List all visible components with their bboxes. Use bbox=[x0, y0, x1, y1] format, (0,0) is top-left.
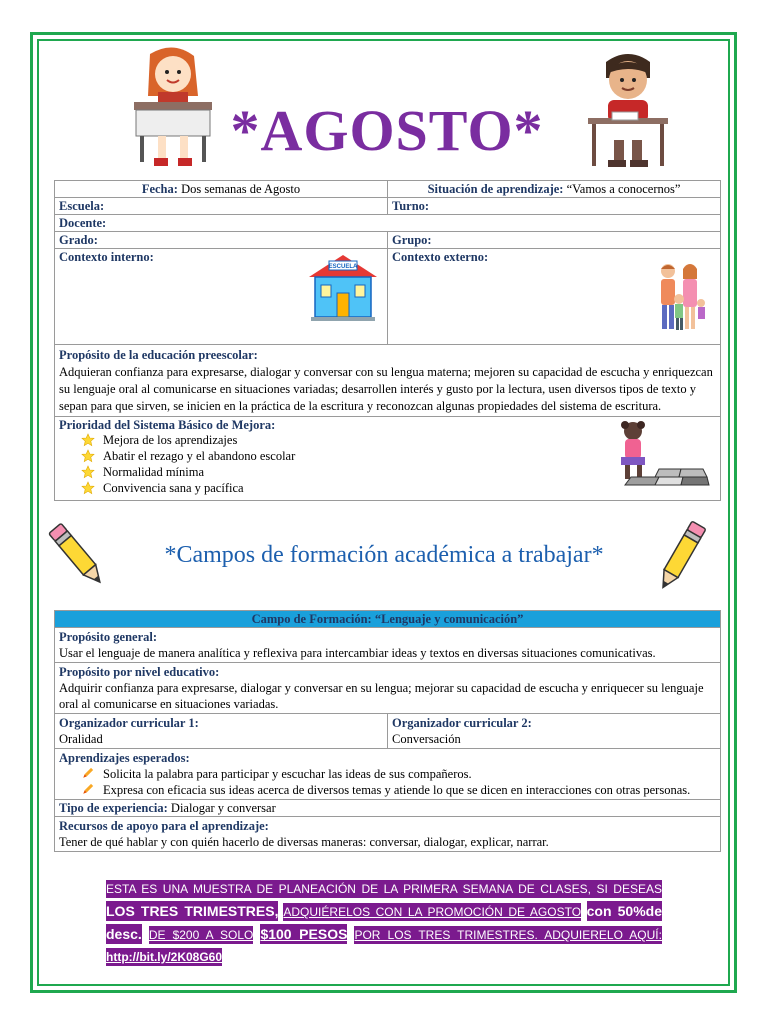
org1-value: Oralidad bbox=[59, 732, 103, 746]
grupo-cell bbox=[388, 232, 721, 249]
fecha-label: Fecha: bbox=[141, 182, 178, 196]
promo-text: ESTA ES UNA MUESTRA DE PLANEACIÓN DE LA PRIMERA SEMANA DE CLASES, SI DESEAS bbox=[106, 882, 662, 896]
proposito-general-label: Propósito general: bbox=[59, 630, 158, 644]
recursos-cell bbox=[55, 817, 721, 852]
table-row bbox=[55, 215, 721, 232]
org2-label: Organizador curricular 2: bbox=[392, 716, 532, 730]
prioridad-cell bbox=[55, 417, 721, 501]
proposito-label: Propósito de la educación preescolar: bbox=[59, 348, 258, 362]
prioridad-item: Convivencia sana y pacífica bbox=[103, 481, 244, 495]
tipo-value: Dialogar y conversar bbox=[170, 801, 276, 815]
star-bullet-icon bbox=[81, 433, 95, 447]
promo-text: DE $200 A SOLO bbox=[148, 928, 254, 942]
pencil-icon bbox=[648, 518, 712, 598]
org1-cell bbox=[55, 714, 388, 749]
aprendizaje-item: Solicita la palabra para participar y escuchar las ideas de sus compañeros. bbox=[103, 767, 472, 781]
turno-label: Turno: bbox=[392, 199, 430, 213]
table-row bbox=[55, 749, 721, 800]
docente-label: Docente: bbox=[59, 216, 107, 230]
table-row bbox=[55, 663, 721, 714]
prioridad-label: Prioridad del Sistema Básico de Mejora: bbox=[59, 418, 276, 432]
table-row bbox=[55, 232, 721, 249]
table-row bbox=[55, 198, 721, 215]
prioridad-item: Abatir el rezago y el abandono escolar bbox=[103, 449, 296, 463]
girl-hopscotch-icon bbox=[611, 419, 711, 491]
section-subtitle: *Campos de formación académica a trabajar* bbox=[164, 542, 604, 568]
contexto-externo-label: Contexto externo: bbox=[392, 250, 489, 264]
promo-price: $100 PESOS bbox=[260, 926, 348, 942]
school-icon bbox=[305, 253, 381, 323]
proposito-nivel-label: Propósito por nivel educativo: bbox=[59, 665, 220, 679]
promo-banner bbox=[106, 878, 662, 968]
table-row bbox=[55, 714, 721, 749]
aprendizajes-list bbox=[59, 766, 716, 798]
table-row bbox=[55, 417, 721, 501]
star-bullet-icon bbox=[81, 481, 95, 495]
table-row bbox=[55, 345, 721, 417]
school-sign-text: ESCUELA bbox=[328, 264, 358, 270]
fecha-value: Dos semanas de Agosto bbox=[181, 182, 301, 196]
grupo-label: Grupo: bbox=[392, 233, 432, 247]
table-row bbox=[55, 817, 721, 852]
contexto-externo-cell bbox=[388, 249, 721, 345]
pencil-bullet-icon bbox=[81, 783, 94, 796]
pencil-icon bbox=[46, 518, 110, 594]
promo-text: POR LOS TRES TRIMESTRES. ADQUIERELO AQUÍ: bbox=[354, 928, 662, 942]
pencil-bullet-icon bbox=[81, 767, 94, 780]
proposito-general-text: Usar el lenguaje de manera analítica y reflexiva para intercambiar ideas y textos en diversas situaciones comunicativas. bbox=[59, 646, 656, 660]
contexto-interno-label: Contexto interno: bbox=[59, 250, 154, 264]
tipo-label: Tipo de experiencia: bbox=[59, 801, 168, 815]
star-bullet-icon bbox=[81, 449, 95, 463]
recursos-text: Tener de qué hablar y con quién hacerlo de diversas maneras: conversar, dialogar, explicar, narrar. bbox=[59, 835, 549, 849]
list-item bbox=[81, 766, 716, 782]
situacion-cell bbox=[388, 181, 721, 198]
docente-cell bbox=[55, 215, 721, 232]
boy-writing-icon bbox=[578, 44, 678, 174]
promo-text: ADQUIÉRELOS CON LA PROMOCIÓN DE AGOSTO bbox=[283, 905, 582, 919]
table-row bbox=[55, 800, 721, 817]
proposito-nivel-cell bbox=[55, 663, 721, 714]
grado-cell bbox=[55, 232, 388, 249]
grado-label: Grado: bbox=[59, 233, 98, 247]
escuela-label: Escuela: bbox=[59, 199, 105, 213]
turno-cell bbox=[388, 198, 721, 215]
star-bullet-icon bbox=[81, 465, 95, 479]
page-title: *AGOSTO* bbox=[230, 98, 544, 163]
promo-highlight: LOS TRES TRIMESTRES, bbox=[106, 903, 279, 919]
recursos-label: Recursos de apoyo para el aprendizaje: bbox=[59, 819, 269, 833]
tipo-cell bbox=[55, 800, 721, 817]
girl-at-desk-icon bbox=[128, 44, 218, 172]
situacion-value: “Vamos a conocernos” bbox=[566, 182, 681, 196]
aprendizajes-label: Aprendizajes esperados: bbox=[59, 751, 190, 765]
prioridad-item: Mejora de los aprendizajes bbox=[103, 433, 238, 447]
escuela-cell bbox=[55, 198, 388, 215]
aprendizajes-cell bbox=[55, 749, 721, 800]
table-row bbox=[55, 249, 721, 345]
contexto-interno-cell bbox=[55, 249, 388, 345]
table-row bbox=[55, 611, 721, 628]
fecha-cell bbox=[55, 181, 388, 198]
campo-table bbox=[54, 610, 721, 852]
prioridad-item: Normalidad mínima bbox=[103, 465, 205, 479]
table-row bbox=[55, 181, 721, 198]
campo-header-cell bbox=[55, 611, 721, 628]
proposito-nivel-text: Adquirir confianza para expresarse, dialogar y conversar en su lengua; mejorar su capacidad de escucha y enriquecer su lenguaje oral al comunicarse en situaciones variadas. bbox=[59, 681, 704, 711]
org2-value: Conversación bbox=[392, 732, 461, 746]
campo-label: Campo de Formación: bbox=[251, 612, 372, 626]
proposito-text: Adquieran confianza para expresarse, dialogar y conversar con su lengua materna; mejoren su capacidad de escucha y enriquezcan su lenguaje oral al comunicarse en situaciones variadas; desarrollen interés y gusto por la lectura, usen diversos tipos de texto y sepan para que sirven, se inicien en la práctica de la escritura y reconozcan algunas propiedades del sistema de escritura. bbox=[59, 365, 713, 413]
table-row bbox=[55, 628, 721, 663]
campo-value: “Lenguaje y comunicación” bbox=[374, 612, 524, 626]
promo-link[interactable]: http://bit.ly/2K08G60 bbox=[106, 950, 223, 964]
org1-label: Organizador curricular 1: bbox=[59, 716, 199, 730]
situacion-label: Situación de aprendizaje: bbox=[427, 182, 564, 196]
proposito-cell bbox=[55, 345, 721, 417]
proposito-general-cell bbox=[55, 628, 721, 663]
promo-discount: con 50%de desc. bbox=[106, 903, 663, 942]
info-table bbox=[54, 180, 721, 501]
aprendizaje-item: Expresa con eficacia sus ideas acerca de diversos temas y atiende lo que se dicen en interacciones con otras personas. bbox=[103, 783, 691, 797]
list-item bbox=[81, 782, 716, 798]
family-icon bbox=[650, 259, 708, 339]
org2-cell bbox=[388, 714, 721, 749]
